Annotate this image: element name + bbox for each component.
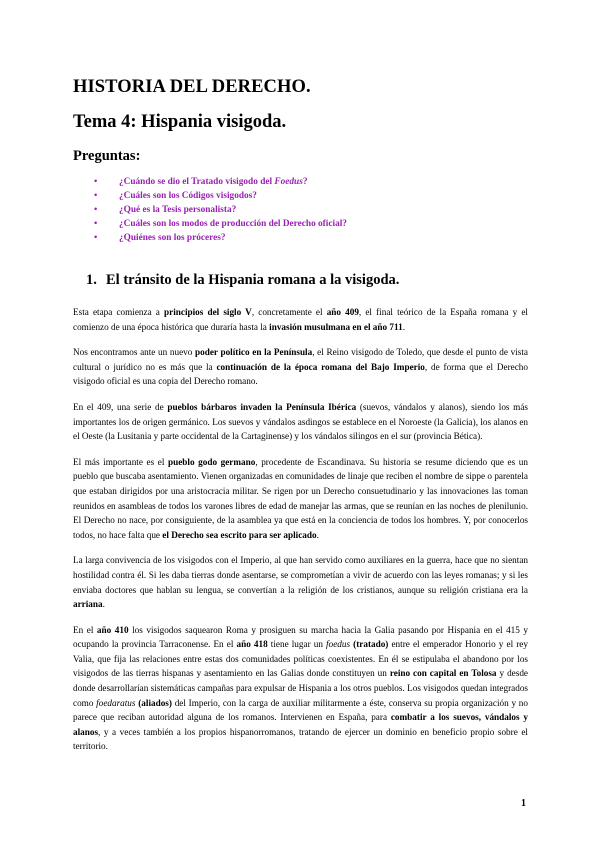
question-item	[73, 189, 347, 203]
question-item	[73, 231, 347, 245]
bold-text: año 418	[236, 639, 268, 650]
paragraph-text: , y a veces también a los propios hispanorromanos, tratando de ejercer un dominio en beneficio propio sobre el territorio.	[73, 726, 528, 752]
document-title: HISTORIA DEL DERECHO.	[73, 77, 311, 97]
bold-text: pueblo godo germano	[168, 456, 256, 467]
bold-text: arriana	[73, 599, 103, 610]
question-item	[73, 217, 347, 231]
bold-text: invasión musulmana en el año 711	[269, 321, 403, 332]
bold-text: (tratado)	[350, 639, 389, 650]
questions-heading: Preguntas:	[73, 148, 141, 164]
question-text: ¿Qué es la Tesis personalista?	[119, 205, 237, 215]
question-suffix: ?	[302, 177, 308, 187]
paragraph	[73, 553, 528, 611]
paragraph-text: y desde donde desarrollarían sistemáticas campañas para expulsar de Hispania a los otros pueblos. Los visigodos quedan integrados como	[73, 668, 528, 708]
paragraph-text: del Imperio, con la carga de auxiliar militarmente a éste, conserva su propia organización y no parece que reciban autoridad alguna de los romanos. Intervienen en España, para	[73, 697, 528, 723]
section-body	[73, 305, 528, 765]
bold-text: combatir a los suevos, vándalos y alanos	[73, 712, 529, 737]
question-item	[73, 203, 347, 217]
paragraph	[73, 623, 528, 754]
bold-text: pueblos bárbaros invaden la Península Ibérica	[167, 401, 357, 412]
bold-text: año 409	[326, 307, 359, 317]
question-item	[73, 175, 347, 189]
paragraph-text: tiene lugar un	[267, 639, 327, 650]
bold-text: reino con capital en Tolosa	[389, 668, 497, 679]
paragraph-text: , el Reino visigodo de Toledo, que desde el punto de vista cultural o jurídico no es más que la	[73, 347, 528, 372]
paragraph-text: (suevos, vándalos y alanos), siendo los más importantes los de origen germánico. Los suevos y vándalos asdingos se establece en el Noroeste (la Galicia), los alanos en el Oeste (la Lusitania y parte occidental de la Cartaginense) y los vándalos silingos en el sur (provincia Bética).	[73, 401, 528, 442]
question-text: ¿Cuándo se dio el Tratado visigodo del	[119, 177, 275, 187]
document-subtitle: Tema 4: Hispania visigoda.	[73, 112, 287, 132]
paragraph-text: entre el emperador Honorio y el rey Valia, que fija las relaciones entre estas dos comunidades políticas coexistentes. En él se estipulaba el abandono por los visigodos de las tierras hispanas y asentamiento en las Galias donde constituyen un	[73, 639, 528, 679]
paragraph-text: En el 409, una serie de	[73, 401, 168, 412]
paragraph-text: los visigodos saquearon Roma y prosiguen su marcha hacia la Galia pasando por Hispania en el 415 y ocupando la provincia Tarraconense. En el	[73, 624, 528, 650]
paragraph	[73, 400, 528, 444]
questions-list	[73, 175, 347, 245]
paragraph-text: Nos encontramos ante un nuevo	[73, 347, 196, 358]
italic-text: foedaratus	[96, 697, 136, 708]
paragraph-text: , el final teórico de la España romana y el comienzo de una época histórica que duraría hasta la	[73, 307, 528, 332]
bold-text: poder político en la Península	[195, 347, 313, 358]
bold-text: principios del siglo V	[164, 307, 252, 317]
bold-text: (aliados)	[135, 697, 172, 708]
question-text: ¿Cuáles son los modos de producción del Derecho oficial?	[119, 219, 347, 229]
paragraph	[73, 345, 528, 389]
paragraph-text: El más importante es el	[73, 456, 168, 467]
paragraph	[73, 455, 528, 543]
paragraph-text: , concretamente el	[251, 307, 327, 317]
paragraph-text: La larga convivencia de los visigodos con el Imperio, al que han servido como auxiliares en la guerra, hace que no sientan hostilidad contra él. Si les daba tierras donde asentarse, se comprometían a vivir de acuerdo con las leyes romanas; y si les enviaba doctores que hablan su lengua, se convertían a la religión de los cristianos, aunque su religión cristiana era la	[73, 555, 528, 595]
section-number: 1.	[86, 272, 97, 288]
section-heading	[86, 272, 399, 289]
question-text: ¿Cuáles son los Códigos visigodos?	[119, 191, 257, 201]
question-emphasis: Foedus	[274, 177, 303, 187]
question-text: ¿Quiénes son los próceres?	[119, 233, 226, 243]
section-title: El tránsito de la Hispania romana a la visigoda.	[106, 272, 400, 288]
paragraph	[73, 305, 528, 334]
italic-text: foedus	[326, 639, 351, 650]
bold-text: año 410	[96, 624, 129, 635]
bold-text: continuación de la época romana del Bajo Imperio	[216, 361, 425, 372]
paragraph-text: .	[316, 529, 319, 540]
paragraph-text: .	[102, 599, 105, 610]
paragraph-text: , procedente de Escandinava. Su historia se resume diciendo que es un pueblo que buscaba asentamiento. Vienen organizadas en comunidades de linaje que reciben el nombre de sippe o parentela que estaban dirigidos por una aristocracia militar. Se rigen por un Derecho consuetudinario y las innovaciones las toman reunidos en asambleas de todos los varones libres de edad de manejar las armas, que se reunían en las noches de plenilunio. El Derecho no nace, por consiguiente, de la asamblea ya que está en la conciencia de todos los hombres. Y, por conocerlos todos, no hace falta que	[73, 456, 528, 540]
paragraph-text: , de forma que el Derecho visigodo oficial es una copia del Derecho romano.	[73, 361, 528, 387]
paragraph-text: .	[402, 321, 405, 332]
paragraph-text: Esta etapa comienza a	[73, 307, 165, 317]
page-number: 1	[521, 798, 526, 809]
paragraph-text: En el	[73, 624, 97, 635]
bold-text: el Derecho sea escrito para ser aplicado	[162, 529, 317, 540]
